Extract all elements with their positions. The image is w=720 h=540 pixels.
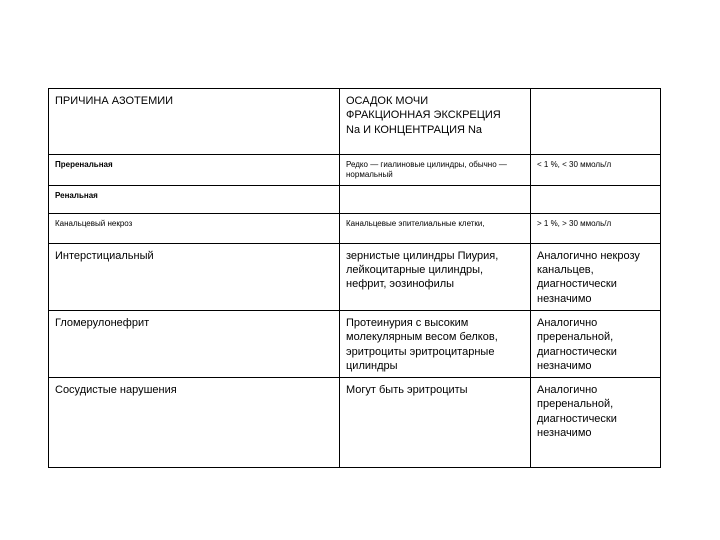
cause-cell bbox=[49, 155, 340, 186]
excretion-cell bbox=[531, 213, 661, 243]
table-row bbox=[49, 378, 661, 468]
header-sediment-line-3: Na И КОНЦЕНТРАЦИЯ Na bbox=[346, 123, 483, 136]
sediment-cell bbox=[340, 155, 531, 186]
cause-cell bbox=[49, 243, 340, 310]
excretion-vascular: Аналогично преренальной, диагностически незначимо bbox=[537, 384, 617, 440]
cause-tubular-necrosis: Канальцевый некроз bbox=[55, 218, 133, 228]
cause-prerenal: Преренальная bbox=[55, 160, 113, 169]
cause-cell bbox=[49, 310, 340, 377]
excretion-tubular-necrosis: > 1 %, > 30 ммоль/л bbox=[537, 218, 612, 228]
excretion-cell bbox=[531, 310, 661, 377]
cause-renal: Ренальная bbox=[55, 190, 98, 200]
excretion-cell bbox=[531, 378, 661, 468]
azotemia-table bbox=[48, 88, 661, 468]
sediment-glomerulonephritis: Протеинурия с высоким молекулярным весом белков, эритроциты эритроцитарные цилиндры bbox=[346, 316, 498, 372]
cause-interstitial: Интерстициальный bbox=[55, 249, 154, 262]
sediment-cell bbox=[340, 243, 531, 310]
cause-cell bbox=[49, 378, 340, 468]
sediment-prerenal: Редко — гиалиновые цилиндры, обычно — нормальный bbox=[346, 160, 507, 180]
cause-cell bbox=[49, 213, 340, 243]
sediment-cell bbox=[340, 378, 531, 468]
header-sediment-line-2: ФРАКЦИОННАЯ ЭКСКРЕЦИЯ bbox=[346, 109, 501, 122]
excretion-cell bbox=[531, 243, 661, 310]
table-header-row bbox=[49, 89, 661, 155]
table-row bbox=[49, 155, 661, 186]
excretion-interstitial: Аналогично некрозу канальцев, диагностически незначимо bbox=[537, 249, 640, 305]
header-cause-cell bbox=[49, 89, 340, 155]
table-row bbox=[49, 243, 661, 310]
sediment-cell bbox=[340, 310, 531, 377]
sediment-vascular: Могут быть эритроциты bbox=[346, 384, 468, 397]
excretion-cell bbox=[531, 155, 661, 186]
table-row bbox=[49, 310, 661, 377]
excretion-prerenal: < 1 %, < 30 ммоль/л bbox=[537, 160, 612, 169]
excretion-glomerulonephritis: Аналогично преренальной, диагностически незначимо bbox=[537, 316, 617, 372]
cause-vascular: Сосудистые нарушения bbox=[55, 384, 177, 397]
sediment-cell bbox=[340, 213, 531, 243]
sediment-cell bbox=[340, 185, 531, 213]
sediment-tubular-necrosis: Канальцевые эпителиальные клетки, bbox=[346, 218, 485, 228]
sediment-interstitial: зернистые цилиндры Пиурия, лейкоцитарные цилиндры, нефрит, эозинофилы bbox=[346, 249, 499, 291]
cause-glomerulonephritis: Гломерулонефрит bbox=[55, 316, 150, 329]
cause-cell bbox=[49, 185, 340, 213]
header-empty-cell bbox=[531, 89, 661, 155]
header-sediment-cell bbox=[340, 89, 531, 155]
table-row bbox=[49, 185, 661, 213]
header-sediment-line-1: ОСАДОК МОЧИ bbox=[346, 95, 429, 107]
table-row bbox=[49, 213, 661, 243]
header-cause-label: ПРИЧИНА АЗОТЕМИИ bbox=[55, 95, 174, 107]
excretion-cell bbox=[531, 185, 661, 213]
